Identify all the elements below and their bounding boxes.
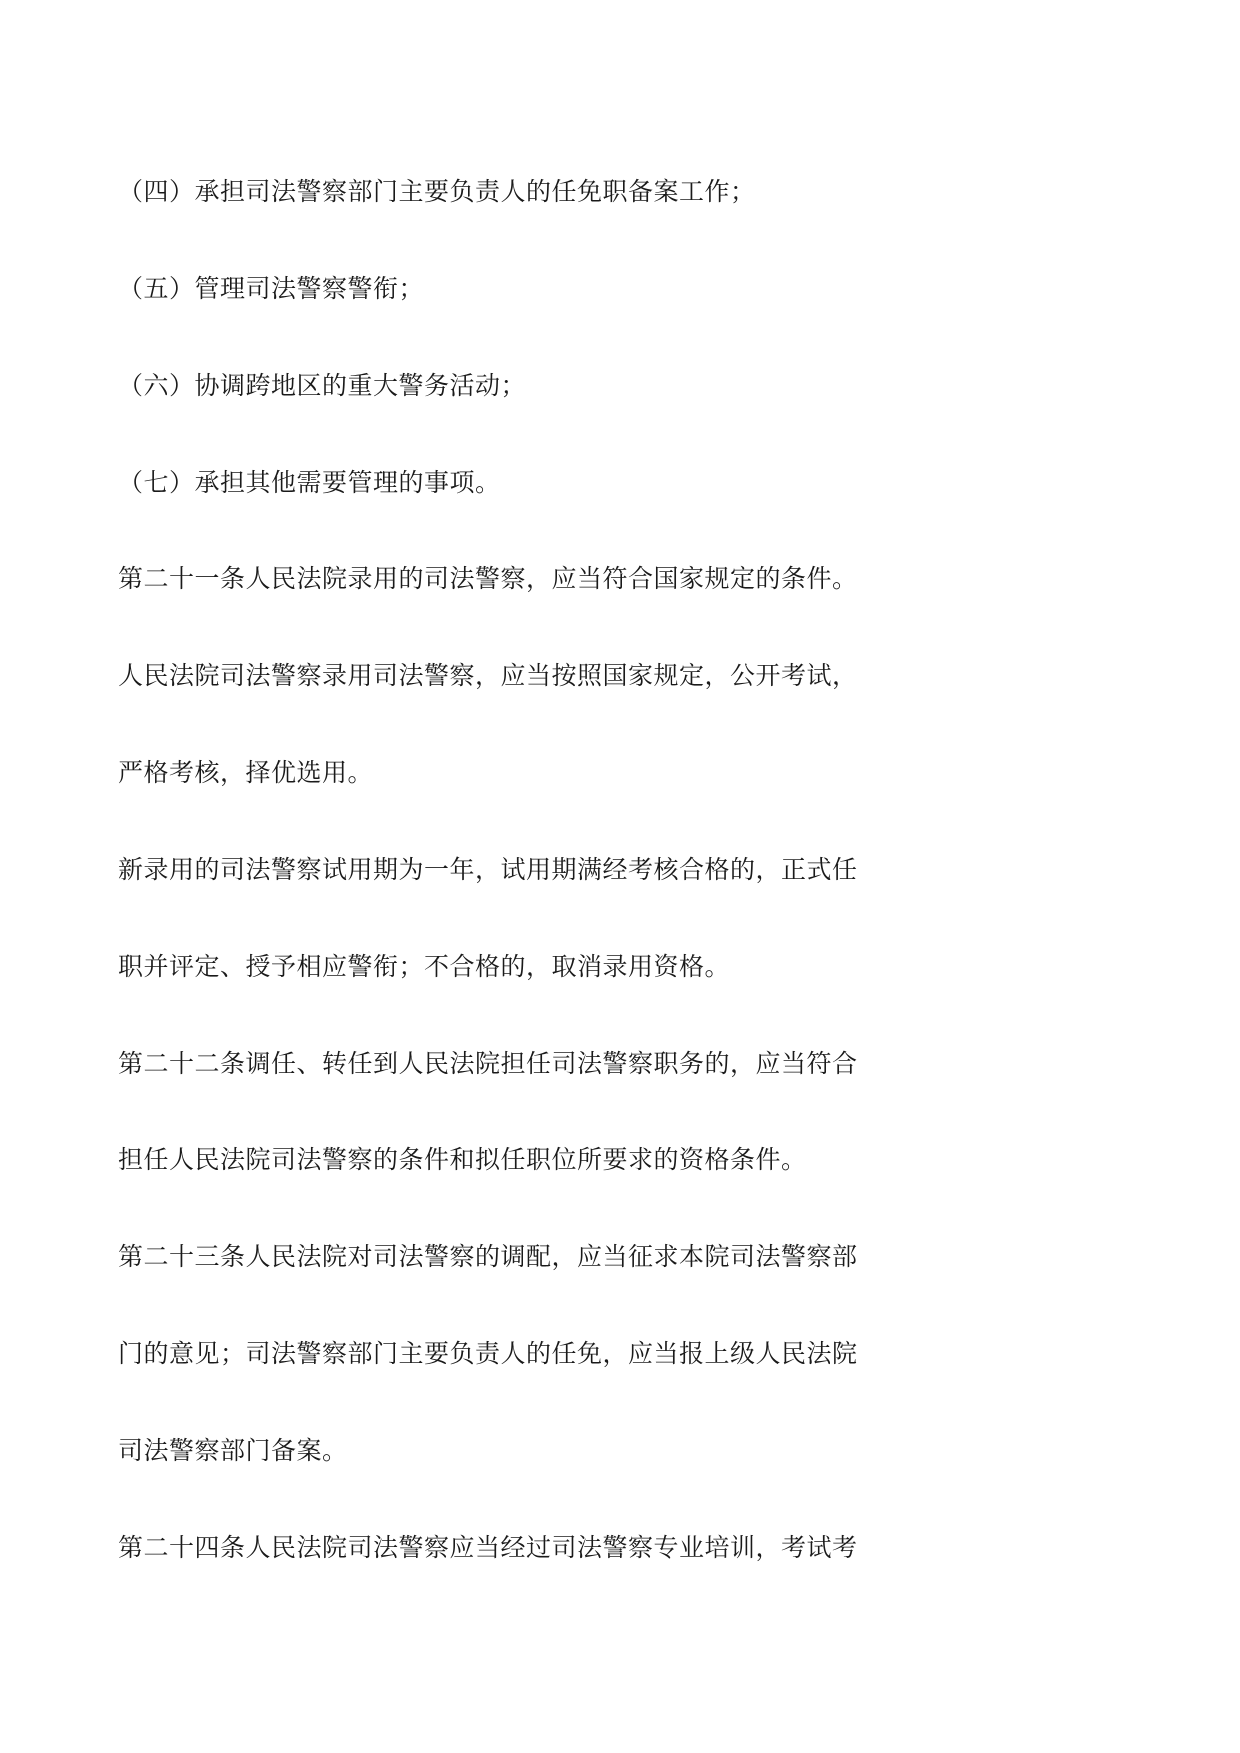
text-line-article-23-end: 司法警察部门备案。: [118, 1436, 348, 1465]
text-line-article-21-p2: 人民法院司法警察录用司法警察，应当按照国家规定，公开考试，: [118, 661, 858, 690]
text-line-item-6: （六）协调跨地区的重大警务活动；: [118, 371, 527, 400]
text-line-article-23: 第二十三条人民法院对司法警察的调配，应当征求本院司法警察部: [118, 1242, 858, 1271]
text-line-article-22-cont: 担任人民法院司法警察的条件和拟任职位所要求的资格条件。: [118, 1145, 807, 1174]
text-line-article-24: 第二十四条人民法院司法警察应当经过司法警察专业培训，考试考: [118, 1533, 858, 1562]
text-line-item-7: （七）承担其他需要管理的事项。: [118, 468, 501, 497]
text-line-article-23-cont: 门的意见；司法警察部门主要负责人的任免，应当报上级人民法院: [118, 1339, 858, 1368]
text-line-article-21-p2-cont: 严格考核，择优选用。: [118, 758, 374, 787]
text-line-item-5: （五）管理司法警察警衔；: [118, 274, 425, 303]
text-line-article-21: 第二十一条人民法院录用的司法警察，应当符合国家规定的条件。: [118, 564, 858, 593]
text-line-item-4: （四）承担司法警察部门主要负责人的任免职备案工作；: [118, 177, 756, 206]
text-line-article-22: 第二十二条调任、转任到人民法院担任司法警察职务的，应当符合: [118, 1049, 858, 1078]
text-line-article-21-p3-cont: 职并评定、授予相应警衔；不合格的，取消录用资格。: [118, 952, 731, 981]
text-line-article-21-p3: 新录用的司法警察试用期为一年，试用期满经考核合格的，正式任: [118, 855, 858, 884]
